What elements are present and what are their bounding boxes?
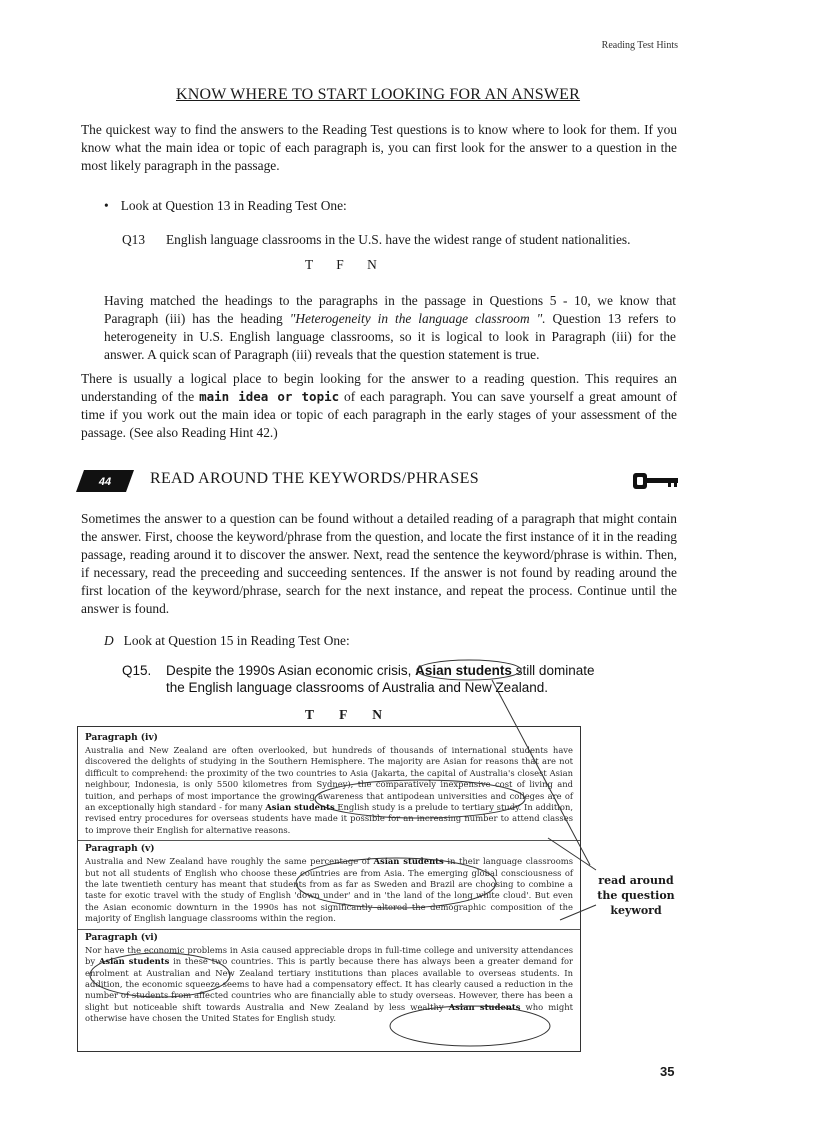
margin-annotation bbox=[596, 873, 676, 918]
summary-text-before: There is usually a logical place to begin looking for the answer to a reading question. This requires an understanding of the bbox=[81, 371, 677, 404]
annotation-line: keyword bbox=[610, 904, 662, 917]
running-head: Reading Test Hints bbox=[601, 40, 678, 51]
explanation-paragraph bbox=[104, 292, 676, 364]
annotation-line: the question bbox=[597, 889, 675, 902]
question-keyword: Asian students bbox=[415, 663, 512, 678]
summary-text-after: of each paragraph. You can save yourself a great amount of time if you work out the main idea or topic of each paragraph in the early stages of your assessment of the passage. (See also Reading Hint 42.) bbox=[81, 389, 678, 440]
bullet-text: Look at Question 13 in Reading Test One: bbox=[120, 198, 347, 213]
section-title-know-where: KNOW WHERE TO START LOOKING FOR AN ANSWER bbox=[175, 86, 581, 103]
question-part2: still dominate bbox=[515, 663, 595, 678]
passage-excerpt-box bbox=[77, 726, 581, 1052]
explanation-text-after: Question 13 refers to heterogeneity in U.S. English language classrooms, so it is logical to look in Paragraph (iii) for the answer. A quick scan of Paragraph (iii) reveals that the question statement is true. bbox=[104, 311, 676, 362]
keyword-occurrence: Asian students bbox=[98, 956, 170, 967]
summary-emphasis: main idea or topic bbox=[199, 389, 340, 404]
bullet-item bbox=[104, 198, 347, 214]
hint-number: 44 bbox=[98, 476, 112, 488]
paragraph-heading: Paragraph (vi) bbox=[85, 932, 158, 943]
badge-shape bbox=[76, 470, 134, 492]
paragraph-heading: Paragraph (v) bbox=[85, 844, 155, 855]
paragraph-divider bbox=[78, 929, 580, 930]
paragraph-divider bbox=[78, 840, 580, 841]
explanation-text-before: Having matched the headings to the paragraphs in the passage in Questions 5 - 10, we know that Paragraph (iii) has the heading bbox=[104, 293, 676, 326]
paragraph-v-text: Australia and New Zealand have roughly the same percentage of Asian students in their language classrooms but not all students of English who choose these countries are from Asia. The emerging global consciousness of the late twentieth century has meant that students from as far as Sweden and Brazil are choosing to combine a taste for exotic travel with the study of English 'down under' and in 'the land of the long white cloud'. But even the Asian economic downturn in the 1990s has not significantly altered the demographic composition of the majority of English language classrooms within the region. bbox=[85, 856, 573, 924]
section-title-read-around: READ AROUND THE KEYWORDS/PHRASES bbox=[150, 470, 479, 487]
question-15 bbox=[122, 662, 594, 696]
explanation-heading: "Heterogeneity in the language classroom ". bbox=[289, 311, 546, 326]
keyword-occurrence: Asian students bbox=[448, 1001, 521, 1012]
tfn-options-15: T F N bbox=[305, 707, 383, 722]
paragraph-iv-text: Australia and New Zealand are often overlooked, but hundreds of thousands of international students have discovered the delights of studying in the Southern Hemisphere. The majority are Asian for reasons that are not difficult to comprehend: the proximity of the two countries to Asia (Jakarta, the capital of Australia's closest Asian neighbour, Indonesia, is only 5500 kilometres from Sydney), the comparatively inexpensive cost of living and tuition, and perhaps of most importance the growing awareness that antipodean universities and colleges are of an exceptionally high standard - for many Asian students English study is a prelude to tertiary study. In addition, revised entry procedures for overseas students have made it possible for an increasing number to attend classes to improve their English for alternative reasons. bbox=[85, 745, 574, 835]
read-around-paragraph: Sometimes the answer to a question can be found without a detailed reading of a paragraph that might contain the answer. First, choose the keyword/phrase from the question, and locate the first instance of it in the reading passage, reading around it to discover the answer. Next, read the sentence the keyword/phrase is within. Then, if necessary, read the preceeding and succeeding sentences. If the answer is not found by reading around the first location of the keyword/phrase, search for the next instance, and repeat the process. Continue until the answer is found. bbox=[81, 511, 677, 616]
page-number: 35 bbox=[660, 1064, 675, 1079]
look-text: Look at Question 15 in Reading Test One: bbox=[123, 633, 350, 648]
keyword-occurrence: Asian students bbox=[265, 802, 335, 813]
annotation-line: read around bbox=[598, 874, 674, 887]
question-number: Q15. bbox=[122, 663, 152, 678]
question-line2: the English language classrooms of Australia and New Zealand. bbox=[166, 680, 548, 695]
key-icon bbox=[632, 471, 680, 491]
bullet-dot-icon: • bbox=[104, 198, 109, 213]
paragraph-vi-text: Nor have the economic problems in Asia caused appreciable drops in full-time college and university attendances by Asian students in these two countries. This is partly because there has always been a greater demand for enrolment at Australian and New Zealand tertiary institutions than places available to overseas students. In addition, the economic squeeze seems to have had a compensatory effect. It has clearly caused a reduction in the number of students from affected countries who are financially able to study overseas. However, there has been a slight but noticeable shift towards Australia and New Zealand by less wealthy Asian students who might otherwise have chosen the United States for English study. bbox=[85, 944, 574, 1024]
question-13 bbox=[122, 232, 630, 248]
look-marker: D bbox=[104, 633, 114, 648]
question-text: English language classrooms in the U.S. have the widest range of student nationalities. bbox=[166, 232, 631, 247]
intro-paragraph: The quickest way to find the answers to the Reading Test questions is to know where to look for them. If you know what the main idea or topic of each paragraph is, you can first look for the answer to a question in the most likely paragraph in the passage. bbox=[81, 122, 677, 173]
tfn-options: T F N bbox=[305, 257, 377, 272]
question-part1: Despite the 1990s Asian economic crisis, bbox=[166, 663, 412, 678]
keyword-occurrence: Asian students bbox=[373, 856, 444, 867]
look-question-15 bbox=[104, 633, 350, 649]
paragraph-heading: Paragraph (iv) bbox=[85, 733, 158, 743]
hint-number-badge bbox=[76, 470, 134, 492]
summary-paragraph bbox=[81, 370, 677, 442]
question-number: Q13 bbox=[122, 232, 146, 247]
